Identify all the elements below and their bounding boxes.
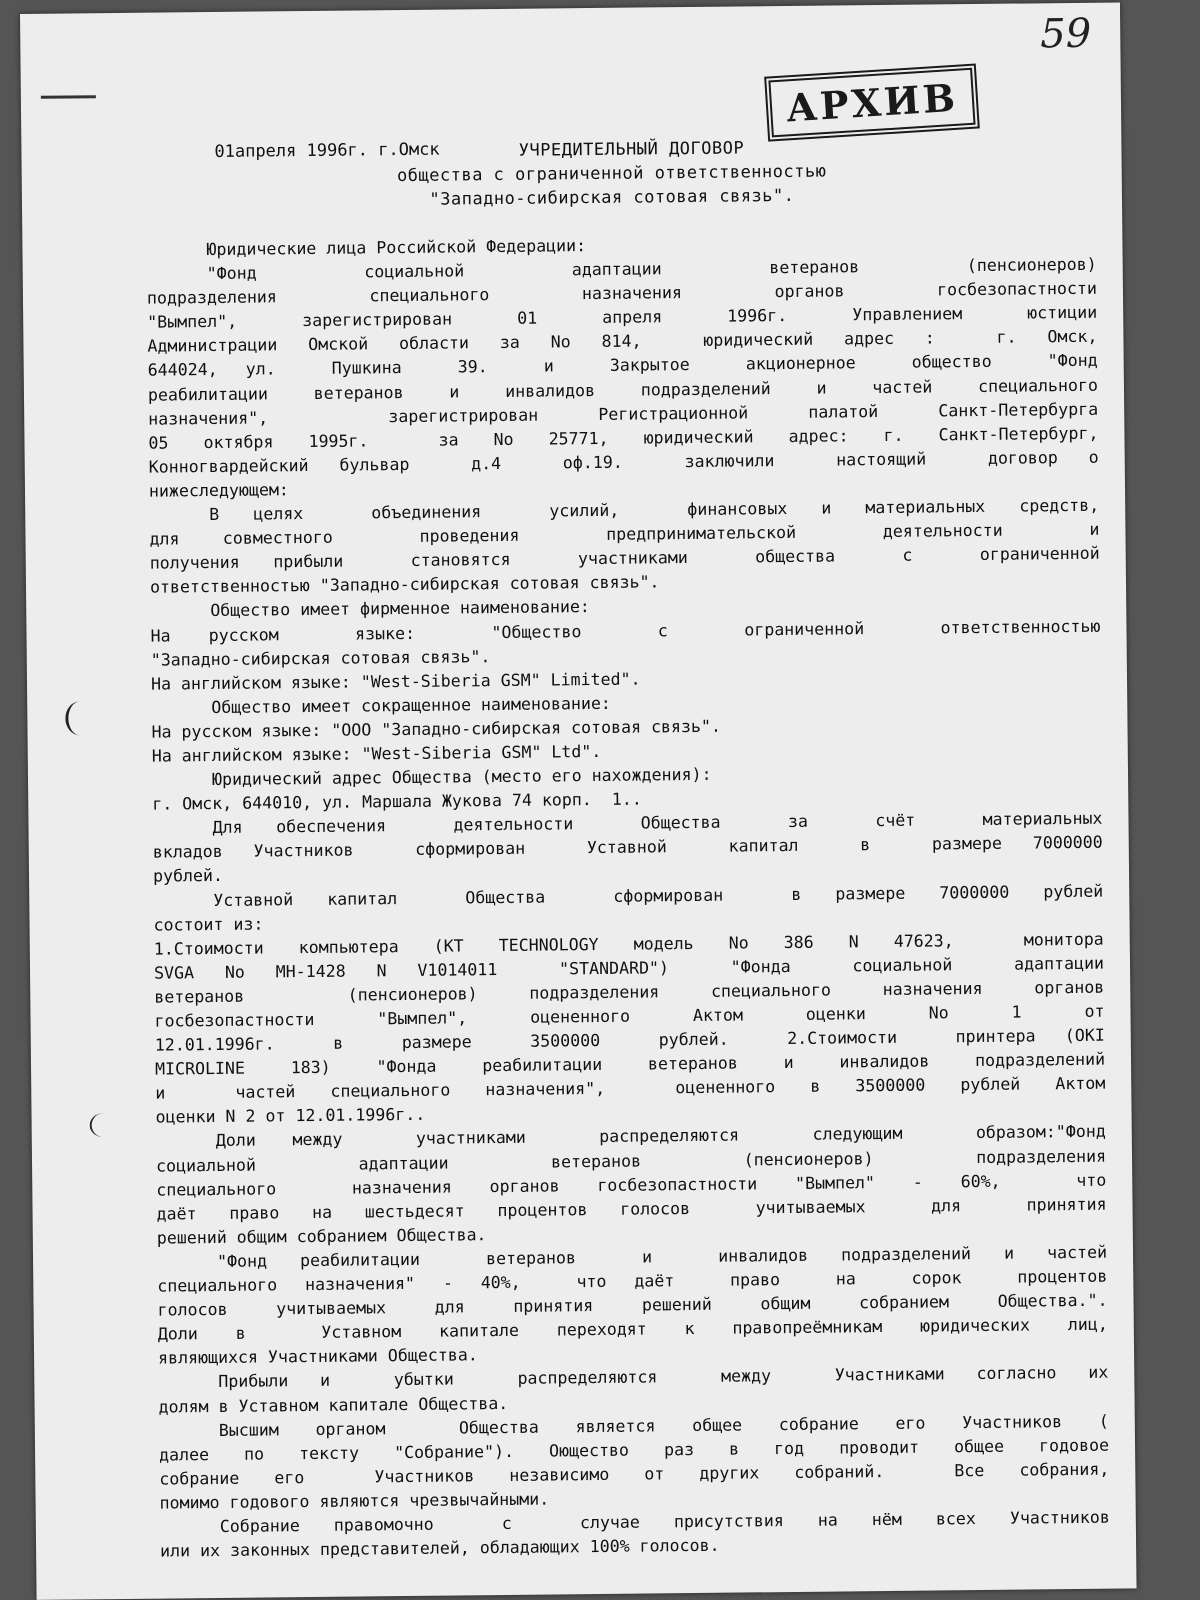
archive-stamp: АРХИВ <box>764 63 980 141</box>
margin-dash <box>41 95 96 99</box>
text-line: собрание его Участников независимо от других собраний. Все собрания, <box>159 1459 1110 1489</box>
company-name-title: "Западно-сибирская сотовая связь". <box>429 185 795 210</box>
text-line: "Западно-сибирская сотовая связь". <box>150 646 491 670</box>
text-line: 05 октября 1995г. за No 25771, юридический адрес: г. Санкт-Петербург, <box>148 423 1099 453</box>
text-line: далее по тексту "Собрание"). Оющество раз в год проводит общее годовое <box>158 1435 1110 1465</box>
text-line: госбезопастности "Вымпел", оцененного Актом оценки No 1 от <box>154 1001 1105 1031</box>
text-line: MICROLINE 183) "Фонда реабилитации ветеранов и инвалидов подразделений <box>154 1049 1106 1079</box>
text-line: 12.01.1996г. в размере 3500000 рублей. 2.Стоимости принтера (OKI <box>154 1025 1105 1055</box>
document-title: УЧРЕДИТЕЛЬНЫЙ ДОГОВОР <box>518 138 745 161</box>
text-line: оценки N 2 от 12.01.1996г.. <box>155 1105 426 1128</box>
text-line: Собрание правомочно с случае присутствия на нём всех Участников <box>219 1507 1110 1536</box>
text-line: SVGA No MH-1428 N V1014011 "STANDARD") "Фонда социальной адаптации <box>153 953 1105 983</box>
text-line: В целях объединения усилий, финансовых и материальных средств, <box>209 495 1100 525</box>
text-line: нижеследующем: <box>148 480 289 501</box>
text-line: На английском языке: "West-Siberia GSM" Limited". <box>150 669 641 694</box>
text-line: Уставной капитал Общества сформирован в размере 7000000 рублей <box>213 881 1104 910</box>
punch-hole-mark <box>90 1113 118 1137</box>
text-line: вкладов Участников сформирован Уставной капитал в размере 7000000 <box>152 833 1103 862</box>
text-line: являющихся Участниками Общества. <box>157 1345 478 1368</box>
text-line: социальной адаптации ветеранов (пенсионеров) подразделения <box>155 1146 1107 1176</box>
document-subtitle: общества с ограниченной ответственностью <box>396 161 827 187</box>
document-page <box>20 2 1137 1599</box>
text-line: для совместного проведения предпринимательской деятельности и <box>149 519 1100 549</box>
text-line: Конногвардейский бульвар д.4 оф.19. заключили настоящий договор о <box>148 447 1099 477</box>
text-line: Прибыли и убытки распределяются между Участниками согласно их <box>218 1363 1109 1392</box>
text-line: Доли между участниками распределяются следующим образом:"Фонд <box>215 1122 1106 1151</box>
text-line: На английском языке: "West-Siberia GSM" Ltd". <box>151 741 602 766</box>
text-line: назначения", зарегистрирован Регистрационной палатой Санкт-Петербурга <box>148 399 1099 429</box>
text-line: рублей. <box>152 866 224 887</box>
date-place: 01апреля 1996г. г.Омск <box>214 139 440 162</box>
text-line: долям в Уставном капитале Общества. <box>158 1393 509 1417</box>
text-line: ответственностью "Западно-сибирская сотовая связь". <box>149 572 660 597</box>
text-line: 1.Стоимости компьютера (КТ TECHNOLOGY модель No 386 N 47623, монитора <box>153 929 1104 959</box>
text-line: голосов учитываемых для принятия решений общим собранием Общества.". <box>157 1290 1108 1320</box>
contract-body <box>146 229 1110 1564</box>
text-line: "Фонд реабилитации ветеранов и инвалидов подразделений и частей <box>216 1242 1108 1271</box>
text-line: г. Омск, 644010, ул. Маршала Жукова 74 корп. 1.. <box>152 789 642 814</box>
text-line: Общество имеет фирменное наименование: <box>210 597 590 621</box>
text-line: решений общим собранием Общества. <box>156 1225 487 1248</box>
text-line: Доли в Уставном капитале переходят к правопреёмникам юридических лиц, <box>157 1314 1108 1344</box>
text-line: помимо годового являются чрезвычайными. <box>159 1489 550 1513</box>
text-line: Высшим органом Общества является общее собрание его Участников ( <box>218 1411 1109 1440</box>
punch-hole-mark <box>65 701 94 735</box>
text-line: состоит из: <box>153 914 264 935</box>
text-line: 644024, ул. Пушкина 39. и Закрытое акционерное общество "Фонд <box>147 351 1098 381</box>
text-line: или их законных представителей, обладающих 100% голосов. <box>160 1535 720 1561</box>
text-line: На русском языке: "Общество с ограниченной ответственностью <box>150 616 1101 646</box>
text-line: Администрации Омской области за No 814, юридический адрес : г. Омск, <box>147 327 1098 357</box>
text-line: специального назначения органов госбезопастности "Вымпел" - 60%, что <box>156 1170 1107 1200</box>
text-line: Юридический адрес Общества (место его нахождения): <box>211 764 712 790</box>
text-line: ветеранов (пенсионеров) подразделения специального назначения органов <box>154 977 1105 1007</box>
text-line: "Вымпел", зарегистрирован 01 апреля 1996г. Управлением юстиции <box>147 303 1098 332</box>
text-line: специального назначения" - 40%, что даёт право на сорок процентов <box>157 1266 1108 1296</box>
text-line: На русском языке: "ООО "Западно-сибирская сотовая связь". <box>151 716 722 742</box>
text-line: Для обеспечения деятельности Общества за счёт материальных <box>212 808 1103 838</box>
text-line: даёт право на шестьдесят процентов голосов учитываемых для принятия <box>156 1194 1107 1224</box>
text-line: и частей специального назначения", оцененного в 3500000 рублей Актом <box>155 1073 1106 1103</box>
text-line: "Фонд социальной адаптации ветеранов (пенсионеров) <box>206 254 1097 284</box>
handwritten-page-number: 59 <box>1040 10 1092 58</box>
text-line: подразделения специального назначения органов госбезопастности <box>146 278 1098 308</box>
text-line: реабилитации ветеранов и инвалидов подразделений и частей специального <box>147 375 1099 405</box>
text-line: Юридические лица Российской Федерации: <box>206 236 587 260</box>
text-line: Общество имеет сокращенное наименование: <box>211 693 611 717</box>
text-line: получения прибыли становятся участниками общества с ограниченной <box>149 543 1100 573</box>
